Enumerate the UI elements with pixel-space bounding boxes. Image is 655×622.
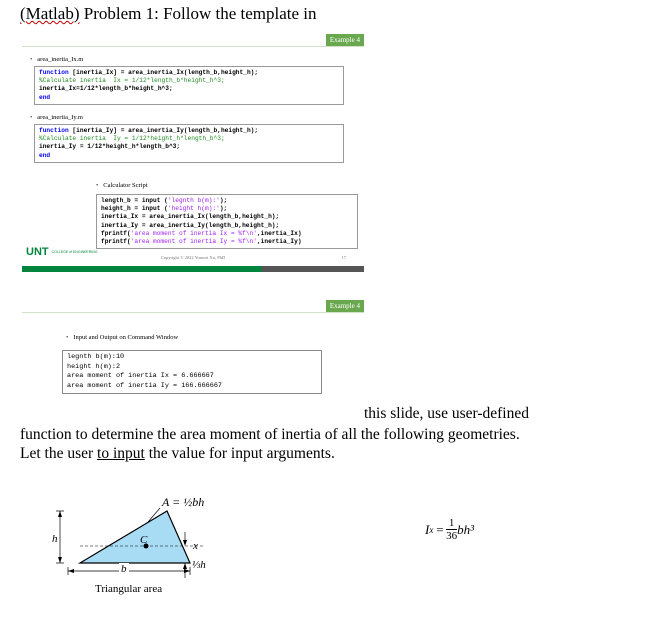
inertia-formula: I x = $\frac{1}{36}$ bh³	[425, 517, 475, 542]
slide-template	[22, 28, 364, 275]
bullet-iy-file: • area_inertia_Iy.m	[30, 114, 83, 121]
output-line: area moment of inertia Ix = 6.666667	[67, 372, 214, 380]
b-label: b	[121, 563, 127, 575]
third-h-label: ⅓h	[192, 559, 206, 571]
slide-top-rule	[22, 46, 364, 47]
title-text: Problem 1: Follow the template in	[79, 4, 317, 23]
centroid-label: C	[140, 534, 148, 546]
x-axis-label: x	[193, 540, 198, 552]
output-line: legnth b(m):10	[67, 353, 125, 361]
output-line: area moment of inertia Iy = 166.666667	[67, 381, 222, 390]
bullet-calculator-script: • Calculator Script	[96, 182, 148, 189]
unt-logo: UNT COLLEGE of ENGINEERING	[26, 246, 98, 258]
instruction-line-3: Let the user to input the value for input arguments.	[20, 445, 335, 462]
example-tag-2: Example 4	[326, 300, 364, 312]
code-block-script: length_b = input ('legnth b(m):'); height_h = input ('height h(m):'); inertia_Ix = area_inertia_Ix(length_b,height_h); inertia_Iy = area_inertia_Iy(length_b,height_h); fprintf('area moment of inertia Ix = %f\n',inertia_Ix) fprintf('area moment of inertia Iy = %f\n',inertia_Iy)	[96, 194, 358, 249]
bullet-ix-file: • area_inertia_Ix.m	[30, 56, 83, 63]
output-line: height h(m):2	[67, 362, 121, 371]
triangle-shape	[80, 511, 190, 563]
h-label: h	[52, 533, 58, 545]
underlined-to-input: to input	[97, 445, 145, 462]
slide-copyright: Copyright © 2022 Yunwei Xu, PhD	[160, 255, 226, 260]
code-block-ix: function [inertia_Ix] = area_inertia_Ix(length_b,height_h); %Calculate inertia Ix = 1/12*length_b*height_h^3; inertia_Ix=1/12*length_b*height_h^3; end	[34, 66, 344, 105]
command-window-output	[62, 350, 322, 394]
problem-title	[20, 4, 317, 24]
example-tag: Example 4	[326, 34, 364, 46]
instruction-line-2: function to determine the area moment of inertia of all the following geometries.	[20, 426, 520, 443]
instruction-line-1: this slide, use user-defined	[364, 405, 529, 422]
slide-footer-bar	[22, 266, 364, 272]
slide-top-rule-2	[22, 312, 364, 313]
figure-caption: Triangular area	[95, 583, 163, 595]
slide-page-number: 17	[341, 255, 346, 260]
area-formula: A = ½bh	[162, 495, 205, 509]
bullet-command-window: • Input and Output on Command Window	[66, 334, 178, 341]
triangle-figure	[40, 490, 400, 610]
slide-output	[22, 294, 364, 406]
title-matlab: (Matlab)	[20, 4, 80, 23]
code-block-iy: function [inertia_Iy] = area_inertia_Iy(length_b,height_h); %Calculate inertia Iy = 1/12*height_h*length_b^3; inertia_Iy = 1/12*height_h*length_b^3; end	[34, 124, 344, 163]
